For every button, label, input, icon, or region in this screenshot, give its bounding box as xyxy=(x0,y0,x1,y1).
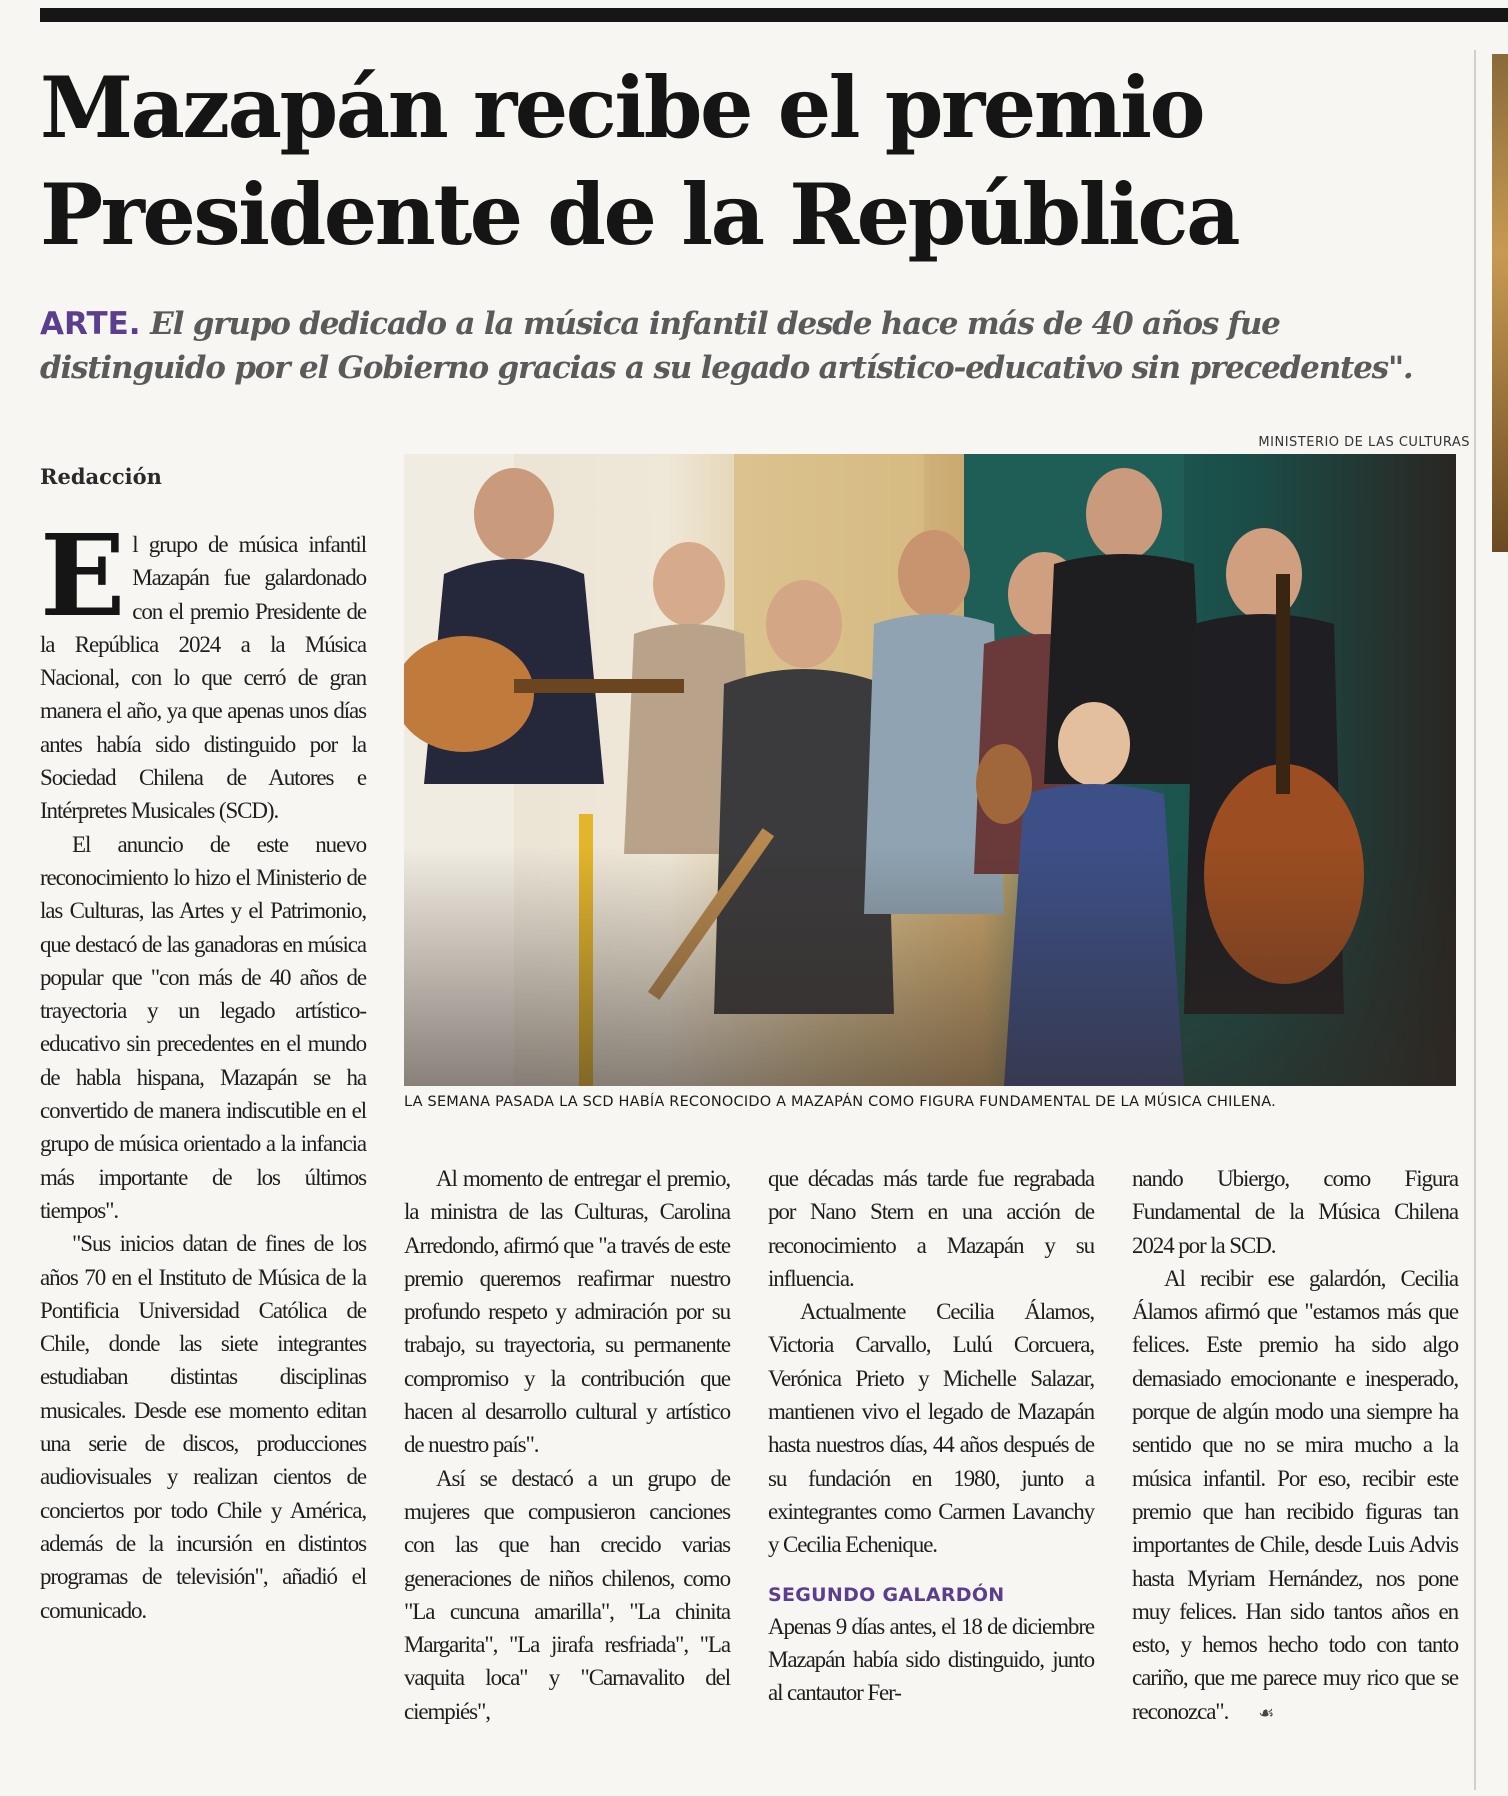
top-rule xyxy=(40,8,1508,22)
paragraph-text: Al recibir ese galardón, Cecilia Álamos afirmó que "estamos más que felices. Este premio ha sido algo demasiado emocionante e inesperado, porque de algún modo una siempre ha sentido que no se mira mucho a la música infantil. Por eso, recibir este premio que han recibido figuras tan importantes de Chile, desde Luis Advis hasta Myriam Hernández, nos pone muy felices. Han sido tantos años en esto, y hemos hecho todo con tanto cariño, que me parece muy rico que se reconozca". xyxy=(1132,1265,1458,1724)
body-column-1 xyxy=(40,511,366,1627)
photo-shade xyxy=(404,846,1456,1086)
subhead-line-2: distinguido por el Gobierno gracias a su legado artístico-educativo sin precedentes". xyxy=(40,350,1413,386)
paragraph: Actualmente Cecilia Álamos, Victoria Carvallo, Lulú Corcuera, Verónica Prieto y Michelle Salazar, mantienen vivo el legado de Mazapán hasta nuestros días, 44 años después de su fundación en 1980, junto a exintegrantes como Carmen Lavanchy y Cecilia Echenique. xyxy=(768,1299,1094,1558)
body-column-4 xyxy=(1132,1162,1458,1730)
photo-credit: MINISTERIO DE LAS CULTURAS xyxy=(1258,435,1470,450)
paragraph-text: l grupo de música infantil Mazapán fue galardonado con el premio Presidente de la República 2024 a la Música Nacional, con lo que cerró de gran manera el año, ya que apenas unos días antes había sido distinguido por la Sociedad Chilena de Autores e Intérpretes Musicales (SCD). xyxy=(40,532,366,824)
headline-line-2: Presidente de la República xyxy=(40,165,1238,264)
paragraph: "Sus inicios datan de fines de los años 70 en el Instituto de Música de la Pontificia Universidad Católica de Chile, donde las siete integrantes estudiaban distintas disciplinas musicales. Desde ese momento editan una serie de discos, producciones audiovisuales y realizan cientos de conciertos por todo Chile y América, además de la incursión en distintos programas de televisión", añadió el comunicado. xyxy=(40,1231,366,1623)
body-column-3 xyxy=(768,1162,1094,1709)
paragraph xyxy=(1132,1262,1458,1730)
end-mark-icon: ☙ xyxy=(1258,1702,1274,1724)
photo-caption: LA SEMANA PASADA LA SCD HABÍA RECONOCIDO A MAZAPÁN COMO FIGURA FUNDAMENTAL DE LA MÚSICA CHILENA. xyxy=(404,1094,1276,1110)
headline-line-1: Mazapán recibe el premio xyxy=(40,58,1204,157)
paragraph xyxy=(40,511,366,828)
group-photo xyxy=(404,454,1456,1086)
adjacent-article-edge xyxy=(1492,54,1508,1794)
paragraph: nando Ubiergo, como Figura Fundamental de la Música Chilena 2024 por la SCD. xyxy=(1132,1166,1458,1258)
byline: Redacción xyxy=(40,464,162,489)
body-column-2 xyxy=(404,1162,730,1728)
subhead-line-1 xyxy=(40,302,1480,346)
paragraph: Así se destacó a un grupo de mujeres que compusieron canciones con las que han crecido varias generaciones de niños chilenos, como "La cuncuna amarilla", "La chinita Margarita", "La jirafa resfriada", "La vaquita loca" y "Carnavalito del ciempiés", xyxy=(404,1465,730,1724)
paragraph: Apenas 9 días antes, el 18 de diciembre Mazapán había sido distinguido, junto al cantautor Fer- xyxy=(768,1613,1094,1706)
subhead-text-1: El grupo dedicado a la música infantil desde hace más de 40 años fue xyxy=(150,306,1280,342)
paragraph: El anuncio de este nuevo reconocimiento lo hizo el Ministerio de las Culturas, las Artes y el Patrimonio, que destacó de las ganadoras en música popular que "con más de 40 años de trayectoria y un legado artístico-educativo sin precedentes en el mundo de habla hispana, Mazapán se ha convertido de manera indiscutible en el grupo de música orientado a la infancia más importante de los últimos tiempos". xyxy=(40,831,366,1223)
adjacent-photo-edge xyxy=(1492,54,1508,552)
subheadline xyxy=(40,302,1480,390)
drop-cap: E xyxy=(40,511,125,642)
paragraph: Al momento de entregar el premio, la ministra de las Culturas, Carolina Arredondo, afirmó que "a través de este premio queremos reafirmar nuestro profundo respeto y admiración por su trabajo, su trayectoria, su permanente compromiso y la contribución que hacen al desarrollo cultural y artístico de nuestro país". xyxy=(404,1166,730,1458)
paragraph: que décadas más tarde fue regrabada por Nano Stern en una acción de reconocimiento a Mazapán y su influencia. xyxy=(768,1166,1094,1291)
headline xyxy=(40,54,1470,268)
section-subheading: SEGUNDO GALARDÓN xyxy=(768,1583,1005,1606)
section-label: ARTE. xyxy=(40,306,141,342)
